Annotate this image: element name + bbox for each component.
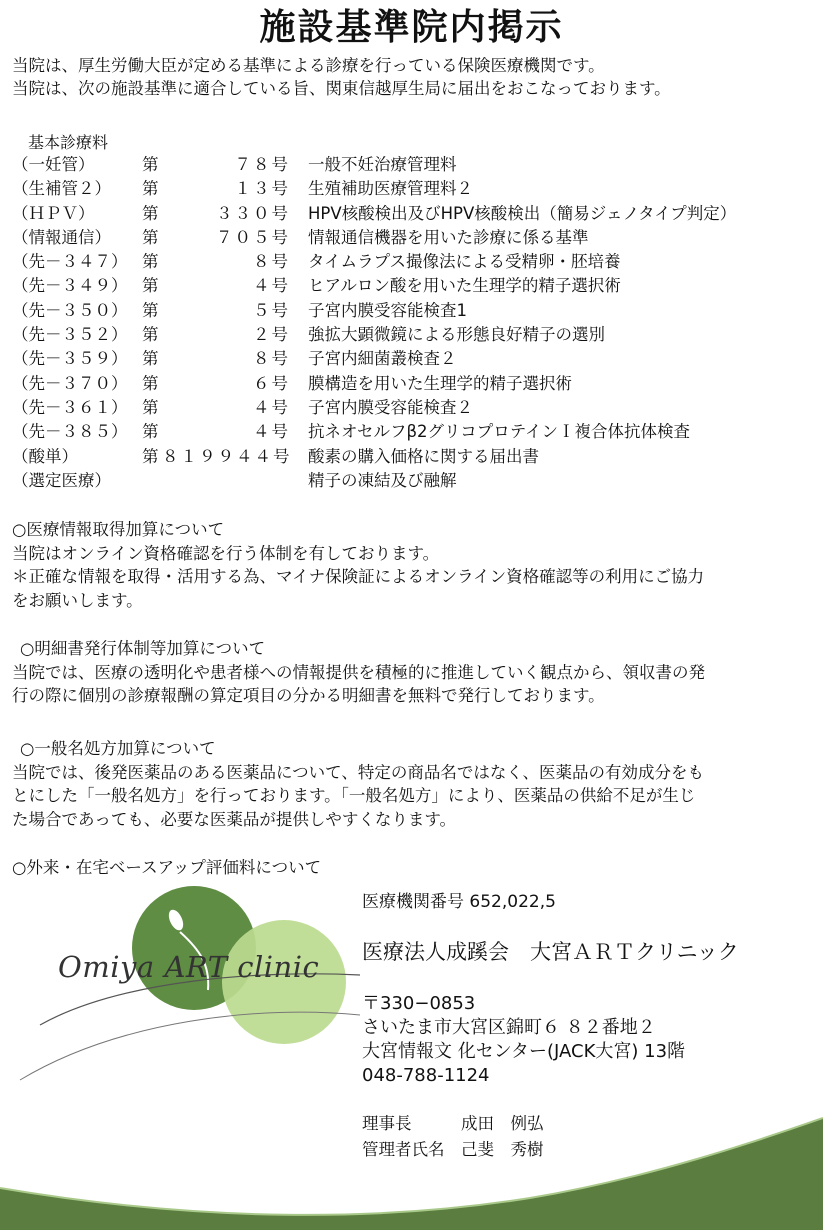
standard-code: （酸単） xyxy=(12,446,78,466)
standard-name: 子宮内膜受容能検査1 xyxy=(308,300,467,320)
standard-dai: 第 xyxy=(142,179,159,199)
standard-name: 膜構造を用いた生理学的精子選択術 xyxy=(308,373,572,393)
standard-name: 情報通信機器を用いた診療に係る基準 xyxy=(308,227,589,247)
standard-code: （先－３５０） xyxy=(12,300,128,320)
director-name: 理事長 成田 例弘 xyxy=(362,1114,544,1133)
section-itemized-receipt xyxy=(12,637,812,708)
standard-name: 子宮内膜受容能検査２ xyxy=(308,397,473,417)
standard-number: １３号 xyxy=(234,179,290,199)
section-line: 行の際に個別の診療報酬の算定項目の分かる明細書を無料で発行しております。 xyxy=(12,686,605,705)
standard-code: （先－３７０） xyxy=(12,373,128,393)
section-heading: ○医療情報取得加算について xyxy=(12,520,225,539)
address-line-1: さいたま市大宮区錦町６ ８２番地２ xyxy=(362,1017,656,1038)
institution-number: 医療機関番号 652,022,5 xyxy=(362,892,556,912)
standard-code: （一妊管） xyxy=(12,155,95,174)
standard-dai: 第 xyxy=(142,397,159,417)
standard-number: ７８号 xyxy=(234,155,290,174)
standard-code: （先－３５９） xyxy=(12,349,128,369)
section-heading: ○明細書発行体制等加算について xyxy=(20,639,266,658)
section-line: をお願いします。 xyxy=(12,590,143,610)
standard-dai: 第 xyxy=(142,300,159,320)
standard-name: 精子の凍結及び融解 xyxy=(308,470,457,490)
standard-name: 子宮内細菌叢検査２ xyxy=(308,349,457,369)
postal-code: 〒330−0853 xyxy=(362,993,476,1014)
standard-name: 酸素の購入価格に関する届出書 xyxy=(308,446,539,466)
standard-dai: 第 xyxy=(142,155,159,174)
section-line: とにした「一般名処方」を行っております。「一般名処方」により、医薬品の供給不足が生じ xyxy=(12,786,696,805)
section-baseup xyxy=(12,856,812,880)
phone-number: 048-788-1124 xyxy=(362,1065,490,1086)
footer-wave xyxy=(0,1110,823,1230)
standard-dai: 第 xyxy=(142,446,159,466)
standard-name: HPV核酸検出及びHPV核酸検出（簡易ジェノタイプ判定） xyxy=(308,203,737,223)
standard-number: ８号 xyxy=(253,252,290,272)
standard-name: 一般不妊治療管理料 xyxy=(308,155,457,174)
clinic-name: 医療法人成蹊会 大宮ＡＲＴクリニック xyxy=(362,940,739,964)
section-heading: ○一般名処方加算について xyxy=(20,739,216,758)
standard-number: ８１９９４４号 xyxy=(162,446,292,466)
section-medical-info xyxy=(12,518,812,612)
section-generic-prescription xyxy=(12,737,812,831)
standard-code: （情報通信） xyxy=(12,227,111,247)
logo-text: Omiya ART clinic xyxy=(58,950,320,984)
standard-number: ３３０号 xyxy=(216,203,290,223)
standard-number: ８号 xyxy=(253,349,290,369)
page-title: 施設基準院内掲示 xyxy=(259,7,564,48)
standard-number: ６号 xyxy=(253,373,290,393)
standard-code: （先－３６１） xyxy=(12,397,128,417)
section-line: 当院では、医療の透明化や患者様への情報提供を積極的に推進していく観点から、領収書の発 xyxy=(12,662,705,682)
manager-name: 管理者氏名 己斐 秀樹 xyxy=(362,1140,544,1159)
intro-text xyxy=(12,54,671,100)
section-line: 当院はオンライン資格確認を行う体制を有しております。 xyxy=(12,543,440,563)
standard-name: 生殖補助医療管理料２ xyxy=(308,179,473,199)
address-line-2: 大宮情報文 化センター(JACK大宮) 13階 xyxy=(362,1041,686,1062)
basic-fee-heading: 基本診療料 xyxy=(28,133,109,152)
standard-number: ４号 xyxy=(253,422,290,442)
standard-code: （先－３８５） xyxy=(12,422,128,442)
standard-code: （先－３５２） xyxy=(12,325,128,345)
standard-dai: 第 xyxy=(142,203,159,223)
section-line: 当院では、後発医薬品のある医薬品について、特定の商品名ではなく、医薬品の有効成分をも xyxy=(12,762,705,782)
standard-number: ２号 xyxy=(253,325,290,345)
clinic-logo xyxy=(0,880,360,1110)
standard-dai: 第 xyxy=(142,325,159,345)
standard-dai: 第 xyxy=(142,227,159,247)
standard-number: ７０５号 xyxy=(216,227,290,247)
standard-code: （選定医療） xyxy=(12,470,111,490)
standard-number: ４号 xyxy=(253,276,290,296)
intro-line-2: 当院は、次の施設基準に適合している旨、関東信越厚生局に届出をおこなっております。 xyxy=(12,79,671,98)
standard-code: （ＨＰＶ） xyxy=(12,203,95,223)
standard-name: 強拡大顕微鏡による形態良好精子の選別 xyxy=(308,325,605,345)
standard-dai: 第 xyxy=(142,422,159,442)
section-heading: ○外来・在宅ベースアップ評価料について xyxy=(12,858,322,877)
standard-dai: 第 xyxy=(142,276,159,296)
section-line: ＊正確な情報を取得・活用する為、マイナ保険証によるオンライン資格確認等の利用にご協力 xyxy=(12,567,705,586)
section-line: た場合であっても、必要な医薬品が提供しやすくなります。 xyxy=(12,809,457,829)
standard-dai: 第 xyxy=(142,373,159,393)
intro-line-1: 当院は、厚生労働大臣が定める基準による診療を行っている保険医療機関です。 xyxy=(12,56,605,75)
standard-number: ４号 xyxy=(253,397,290,417)
standard-code: （先－３４９） xyxy=(12,276,128,296)
standard-code: （生補管２） xyxy=(12,179,111,199)
standard-number: ５号 xyxy=(253,300,290,320)
standard-code: （先－３４７） xyxy=(12,252,128,272)
standard-name: タイムラプス撮像法による受精卵・胚培養 xyxy=(308,252,621,272)
standard-name: 抗ネオセルフβ2グリコプロテインＩ複合体抗体検査 xyxy=(308,422,691,442)
standard-dai: 第 xyxy=(142,349,159,369)
standard-dai: 第 xyxy=(142,252,159,272)
standard-name: ヒアルロン酸を用いた生理学的精子選択術 xyxy=(308,276,621,296)
